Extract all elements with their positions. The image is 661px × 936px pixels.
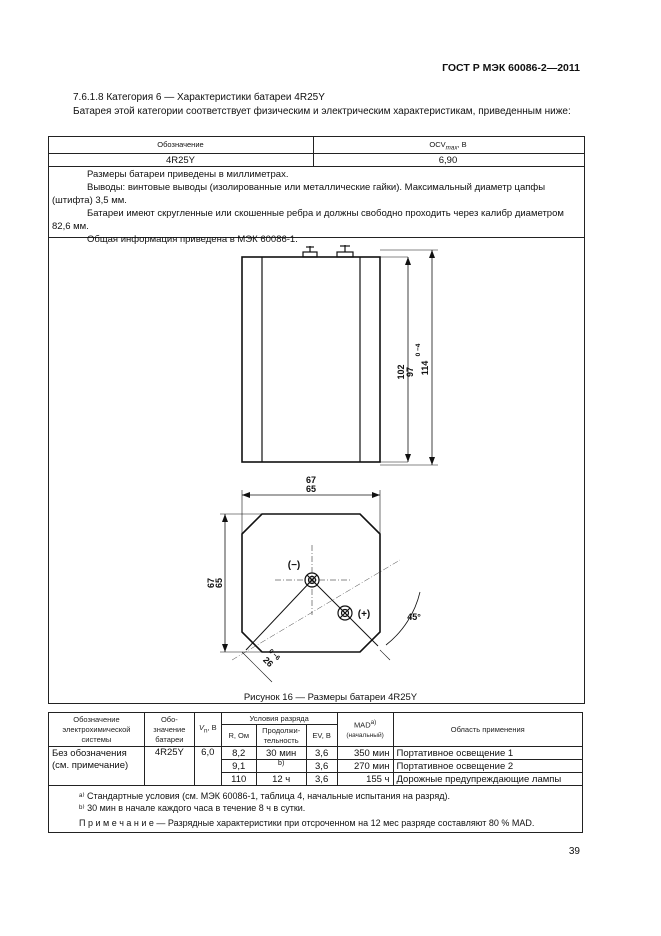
- dim-width-65: 65: [305, 484, 317, 494]
- section-title: 7.6.1.8 Категория 6 — Характеристики батареи 4R25Y: [73, 92, 325, 103]
- cell-duration: 30 мин: [256, 747, 306, 760]
- spec-col-ocv-header: $OCV_{max}$, В: [429, 140, 467, 152]
- dim-diagonal-tolerance: 0 −6: [267, 647, 282, 662]
- th-ev: EV, В: [306, 725, 337, 747]
- th-mad: MAD$^{a)}$ (начальный): [337, 713, 393, 747]
- cell-mad: 155 ч: [337, 773, 393, 786]
- cell-application: Портативное освещение 1: [393, 747, 582, 760]
- cell-duration: b): [256, 760, 306, 773]
- battery-side-outline: [242, 257, 380, 462]
- dim-angle-45: 45°: [407, 612, 421, 622]
- designation-value: 4R25Y: [144, 747, 194, 786]
- table-note: П р и м е ч а н и е — Разрядные характеристики при отсроченном на 12 мес разряде составляют 80 % MAD.: [79, 818, 535, 828]
- footnote-b: ᵇ⁾ 30 мин в начале каждого часа в течение 8 ч в сутки.: [79, 803, 306, 813]
- cell-ev: 3,6: [306, 760, 337, 773]
- footnote-a: ᵃ⁾ Стандартные условия (см. МЭК 60086-1, таблица 4, начальные испытания на разряд).: [79, 791, 450, 801]
- terminal-icon: [303, 246, 317, 257]
- spec-note: Общая информация приведена в МЭК 60086-1.: [87, 234, 298, 245]
- standard-header: ГОСТ Р МЭК 60086-2—2011: [442, 62, 580, 74]
- dim-diagonal-26: 26: [261, 654, 276, 669]
- dim-depth-65: 65: [214, 577, 224, 589]
- positive-terminal-icon: [338, 606, 352, 620]
- spec-col-designation-header: Обозначение: [157, 140, 204, 149]
- section-intro: Батарея этой категории соответствует физическим и электрическим характеристикам, приведенным ниже:: [73, 106, 571, 117]
- th-application: Область применения: [393, 713, 582, 747]
- th-vn: $V_n$, В: [194, 713, 221, 747]
- th-duration: Продолжи-тельность: [256, 725, 306, 747]
- terminal-icon: [337, 245, 353, 257]
- page-number: 39: [568, 846, 580, 857]
- spec-note: Батареи имеют скругленные или скошенные ребра и должны свободно проходить через калибр диаметром 82,6 мм.: [52, 208, 564, 232]
- dim-height-97: 97: [405, 366, 415, 378]
- th-system: Обозначение электрохимической системы: [49, 713, 145, 747]
- spec-note: Размеры батареи приведены в миллиметрах.: [87, 169, 289, 180]
- cell-duration: 12 ч: [256, 773, 306, 786]
- th-conditions: Условия разряда: [221, 713, 337, 725]
- cell-ev: 3,6: [306, 747, 337, 760]
- table-footer: [49, 786, 583, 833]
- dim-width-67: 67: [305, 475, 317, 485]
- dim-depth-67: 67: [206, 577, 216, 589]
- positive-terminal-label: (+): [357, 609, 371, 620]
- dim-height-114-tolerance: 0 −4: [415, 343, 422, 357]
- system-value: Без обозначения (см. примечание): [49, 747, 145, 786]
- cell-mad: 270 мин: [337, 760, 393, 773]
- th-designation: Обо-значение батареи: [144, 713, 194, 747]
- spec-ocv-value: 6,90: [438, 155, 458, 166]
- dim-height-114: 114: [420, 360, 430, 376]
- cell-ev: 3,6: [306, 773, 337, 786]
- cell-r: 110: [221, 773, 256, 786]
- spec-note: Выводы: винтовые выводы (изолированные или металлические гайки). Максимальный диаметр цапфы (штифта) 3,5 мм.: [52, 182, 546, 206]
- cell-application: Портативное освещение 2: [393, 760, 582, 773]
- spec-designation-value: 4R25Y: [165, 155, 196, 166]
- negative-terminal-label: (−): [287, 560, 301, 571]
- cell-r: 8,2: [221, 747, 256, 760]
- cell-mad: 350 мин: [337, 747, 393, 760]
- dim-height-102: 102: [396, 364, 406, 380]
- th-r: R, Ом: [221, 725, 256, 747]
- figure-caption: Рисунок 16 — Размеры батареи 4R25Y: [243, 692, 418, 703]
- cell-application: Дорожные предупреждающие лампы: [393, 773, 582, 786]
- discharge-table: [48, 712, 583, 833]
- vn-value: 6,0: [194, 747, 221, 786]
- cell-r: 9,1: [221, 760, 256, 773]
